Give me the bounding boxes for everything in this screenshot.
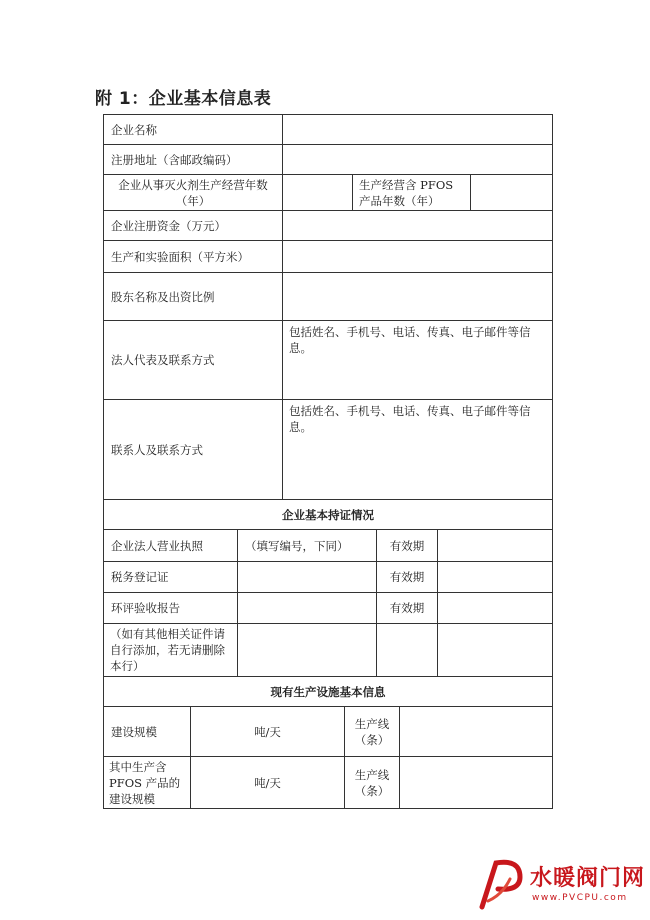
page-title: 附 1：企业基本信息表: [95, 89, 272, 109]
label-pfos-years: 生产经营含 PFOS 产品年数（年）: [352, 174, 471, 211]
value-line[interactable]: [399, 706, 553, 757]
section-header-facilities: 现有生产设施基本信息: [103, 676, 553, 707]
label-pfos-scale: 其中生产含 PFOS 产品的建设规模: [103, 756, 191, 809]
brand-p-icon: [476, 857, 526, 911]
value-address[interactable]: [282, 144, 553, 175]
value-license-validity[interactable]: [437, 529, 553, 562]
watermark-logo: [470, 855, 645, 913]
value-other-validity[interactable]: [437, 623, 553, 677]
label-pfos-line: 生产线（条）: [344, 756, 400, 809]
note-contact: 包括姓名、手机号、电话、传真、电子邮件等信息。: [282, 399, 553, 500]
note-legal-rep: 包括姓名、手机号、电话、传真、电子邮件等信息。: [282, 320, 553, 400]
label-area: 生产和实验面积（平方米）: [103, 240, 283, 273]
value-env[interactable]: [237, 592, 377, 624]
label-other: （如有其他相关证件请自行添加，若无请删除本行）: [103, 623, 238, 677]
label-env-validity: 有效期: [376, 592, 438, 624]
value-pfos-years[interactable]: [470, 174, 553, 211]
label-address: 注册地址（含邮政编码）: [103, 144, 283, 175]
label-scale: 建设规模: [103, 706, 191, 757]
note-license: （填写编号，下同）: [237, 529, 377, 562]
label-legal-rep: 法人代表及联系方式: [103, 320, 283, 400]
unit-scale: 吨/天: [190, 706, 345, 757]
value-company-name[interactable]: [282, 114, 553, 145]
label-capital: 企业注册资金（万元）: [103, 210, 283, 241]
label-shareholders: 股东名称及出资比例: [103, 272, 283, 321]
label-tax: 税务登记证: [103, 561, 238, 593]
value-tax[interactable]: [237, 561, 377, 593]
watermark-url: www.PVCPU.com: [532, 893, 628, 903]
label-years: 企业从事灭火剂生产经营年数（年）: [103, 174, 283, 211]
label-license-validity: 有效期: [376, 529, 438, 562]
value-capital[interactable]: [282, 210, 553, 241]
value-tax-validity[interactable]: [437, 561, 553, 593]
value-pfos-line[interactable]: [399, 756, 553, 809]
label-env: 环评验收报告: [103, 592, 238, 624]
value-other-validity-label[interactable]: [376, 623, 438, 677]
label-contact: 联系人及联系方式: [103, 399, 283, 500]
value-env-validity[interactable]: [437, 592, 553, 624]
section-header-certificates: 企业基本持证情况: [103, 499, 553, 530]
value-other[interactable]: [237, 623, 377, 677]
value-area[interactable]: [282, 240, 553, 273]
label-line: 生产线（条）: [344, 706, 400, 757]
label-company-name: 企业名称: [103, 114, 283, 145]
value-years[interactable]: [282, 174, 353, 211]
label-license: 企业法人营业执照: [103, 529, 238, 562]
watermark-brand: 水暖阀门网: [530, 866, 646, 891]
label-tax-validity: 有效期: [376, 561, 438, 593]
unit-pfos-scale: 吨/天: [190, 756, 345, 809]
value-shareholders[interactable]: [282, 272, 553, 321]
